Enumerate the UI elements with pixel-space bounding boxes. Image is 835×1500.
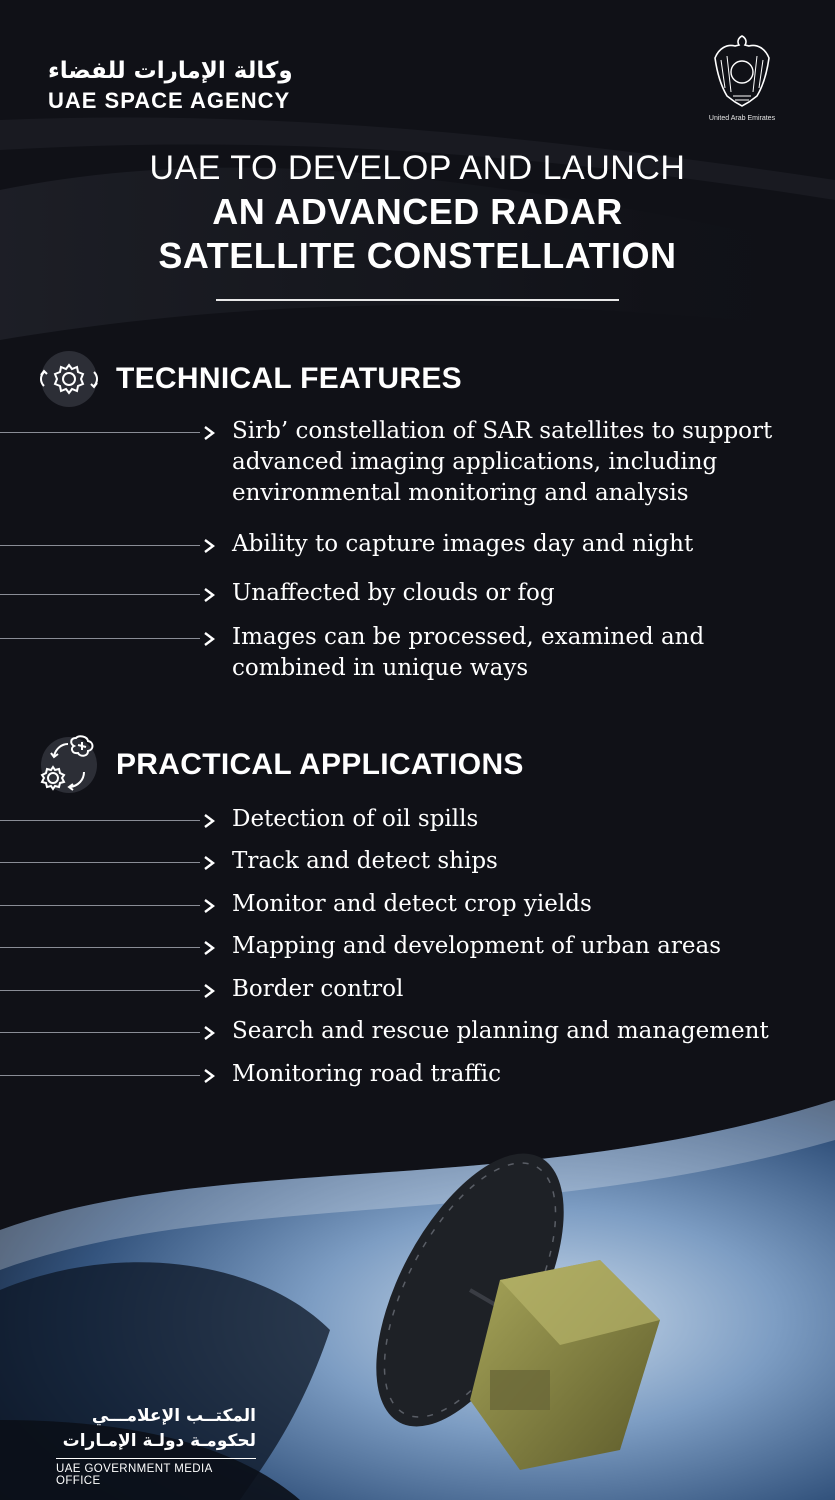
connector-line	[0, 1032, 200, 1033]
practical-application-text: Border control	[232, 976, 404, 1002]
connector-line	[0, 638, 200, 639]
media-office-arabic-line1: المكتــب الإعلامـــي	[91, 1406, 256, 1426]
agency-name-english: UAE SPACE AGENCY	[48, 88, 291, 113]
practical-application-text: Monitor and detect crop yields	[232, 891, 592, 917]
technical-feature-text: Sirb’ constellation of SAR satellites to support advanced imaging applications, including environmental monitoring and analysis	[232, 418, 773, 506]
uae-space-agency-logo	[48, 58, 293, 114]
chevron-right-icon	[202, 898, 216, 914]
media-office-divider	[56, 1458, 256, 1459]
connector-line	[0, 1075, 200, 1076]
agency-name-arabic: وكالة الإمارات للفضاء	[48, 58, 293, 84]
connector-line	[0, 594, 200, 595]
title-divider	[216, 299, 619, 301]
title-line-1: UAE TO DEVELOP AND LAUNCH	[149, 149, 686, 187]
chevron-right-icon	[202, 587, 216, 603]
technical-feature-text: Images can be processed, examined and combined in unique ways	[232, 624, 705, 681]
practical-application-text: Monitoring road traffic	[232, 1061, 501, 1087]
connector-line	[0, 820, 200, 821]
media-office-arabic-line2: لحكومـة دولـة الإمـارات	[62, 1431, 256, 1451]
chevron-right-icon	[202, 1025, 216, 1041]
practical-application-text: Track and detect ships	[232, 848, 498, 874]
technical-feature-text: Ability to capture images day and night	[232, 531, 694, 557]
chevron-right-icon	[202, 855, 216, 871]
gear-brain-icon	[36, 732, 102, 798]
connector-line	[0, 905, 200, 906]
page-title	[0, 146, 835, 278]
connector-line	[0, 545, 200, 546]
uae-emblem	[708, 32, 776, 124]
emblem-caption: United Arab Emirates	[708, 115, 776, 122]
title-line-2: AN ADVANCED RADAR	[212, 191, 623, 232]
connector-line	[0, 990, 200, 991]
practical-application-text: Mapping and development of urban areas	[232, 933, 721, 959]
chevron-right-icon	[202, 813, 216, 829]
chevron-right-icon	[202, 1068, 216, 1084]
uae-government-media-office-logo	[56, 1404, 256, 1487]
gear-cycle-icon	[36, 346, 102, 412]
title-line-3: SATELLITE CONSTELLATION	[158, 235, 677, 276]
falcon-emblem-icon	[711, 32, 773, 110]
chevron-right-icon	[202, 631, 216, 647]
practical-applications-title: PRACTICAL APPLICATIONS	[116, 748, 524, 781]
connector-line	[0, 947, 200, 948]
media-office-english: UAE GOVERNMENT MEDIA OFFICE	[56, 1463, 213, 1487]
chevron-right-icon	[202, 538, 216, 554]
technical-feature-text: Unaffected by clouds or fog	[232, 580, 555, 606]
practical-applications-heading	[36, 732, 524, 798]
practical-application-text: Search and rescue planning and management	[232, 1018, 769, 1044]
technical-features-title: TECHNICAL FEATURES	[116, 362, 462, 395]
technical-features-heading	[36, 346, 462, 412]
chevron-right-icon	[202, 940, 216, 956]
chevron-right-icon	[202, 425, 216, 441]
practical-application-text: Detection of oil spills	[232, 806, 479, 832]
connector-line	[0, 862, 200, 863]
connector-line	[0, 432, 200, 433]
chevron-right-icon	[202, 983, 216, 999]
